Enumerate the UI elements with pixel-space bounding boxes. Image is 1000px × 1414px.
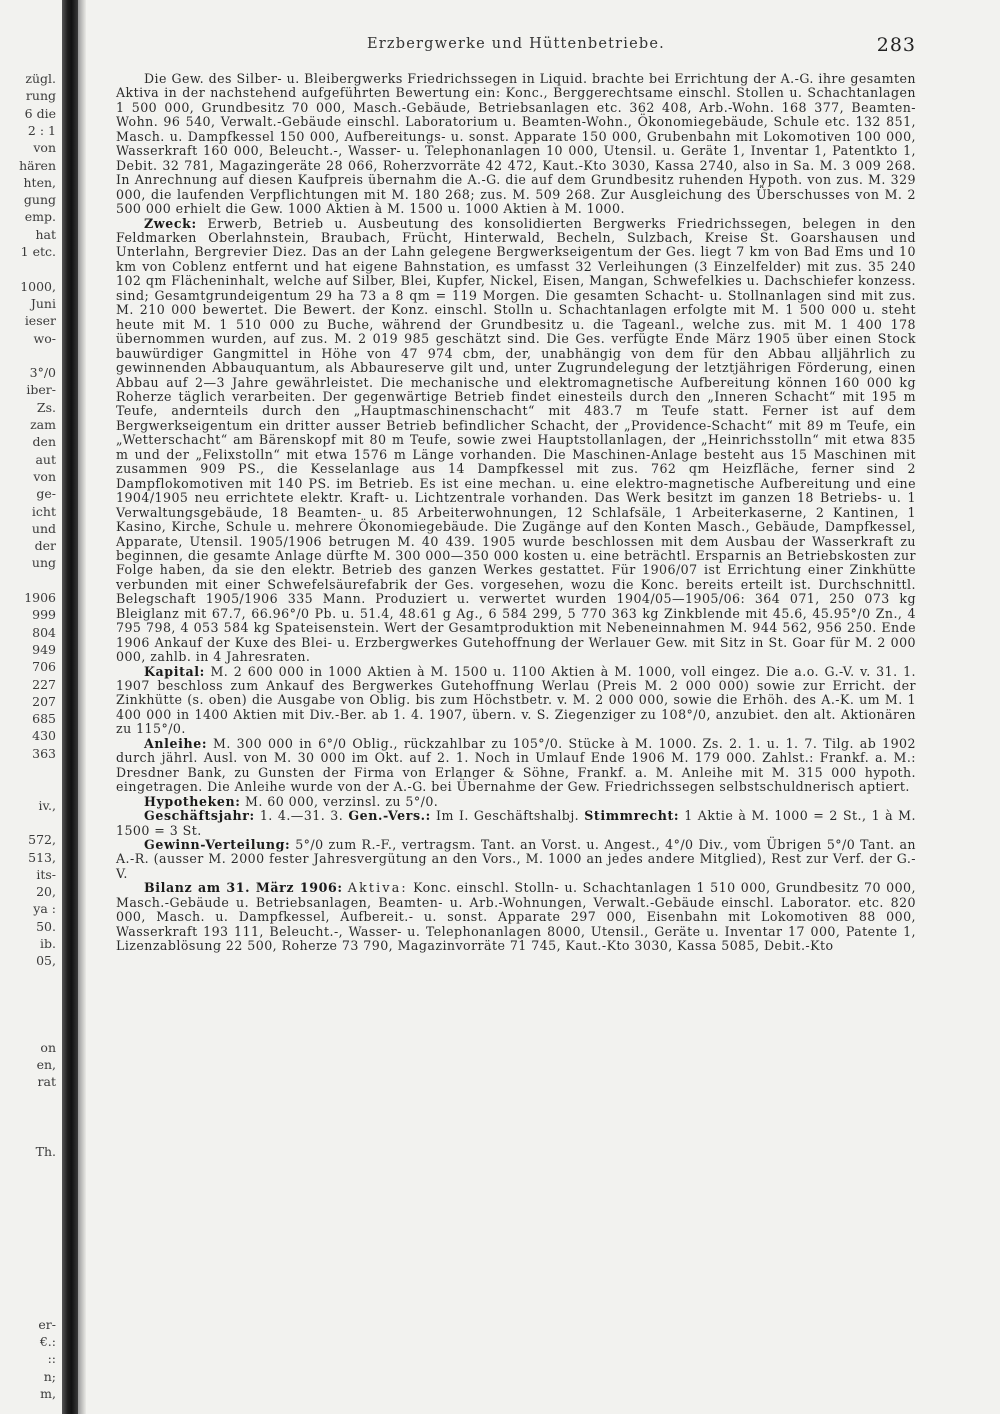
previous-page-line: 1000, [20, 278, 56, 294]
previous-page-line: er- [38, 1316, 56, 1332]
previous-page-line: 3°/0 [29, 365, 56, 381]
paragraph-geschaeftsjahr [116, 809, 916, 838]
paragraph-text: Konc. einschl. Stolln- u. Schachtanlagen 1 510 000, Grundbesitz 70 000, Masch.-Gebäude u. Betriebsanlagen, Beamten- u. Arb.-Wohnungen, Verwalt.-Gebäude einschl. Laborator. etc. 820 000, Masch. u. Dampfkessel, Aufbereit.- u. sonst. Apparate 297 000, Eisenbahn mit Lokomotiven 88 000, Wasserkraft 193 111, Beleucht.-, Wasser- u. Telephonanlagen 8000, Utensil., Geräte u. Inventar 17 000, Patente 1, Lizenzablösung 22 500, Roherze 73 790, Magazinvorräte 71 745, Kaut.-Kto 3030, Kassa 5085, Debit.-Kto [116, 880, 916, 954]
running-head [116, 34, 916, 58]
book-page [116, 0, 916, 1414]
previous-page-line: 227 [32, 676, 56, 692]
paragraph-kapital [116, 665, 916, 737]
previous-page-line: zügl. [25, 71, 56, 86]
previous-page-fragment [0, 71, 60, 1401]
paragraph-text: 1. 4.—31. 3. [259, 808, 349, 824]
paragraph-zweck [116, 217, 916, 665]
page-body [116, 72, 916, 954]
paragraph-text: Die Gew. des Silber- u. Bleibergwerks Friedrichssegen in Liquid. brachte bei Errichtung der A.-G. ihre gesamten Aktiva in der nachstehend aufgeführten Bewertung ein: Konc., Berggerechtsame einschl. Stollen u. Schachtanlagen 1 500 000, Grundbesitz 70 000, Masch.-Gebäude, Betriebsanlagen etc. 362 408, Arb.-Wohn. 168 377, Beamten-Wohn. 96 540, Verwalt.-Gebäude einschl. Laboratorium u. Beamten-Wohn., Ökonomiegebäude, Schule etc. 132 851, Masch. u. Dampfkessel 150 000, Aufbereitungs- u. sonst. Apparate 150 000, Grubenbahn mit Lokomotiven 100 000, Wasserkraft 160 000, Beleucht.-, Wasser- u. Telephonanlagen 10 000, Utensil. u. Geräte 1, Inventar 1, Patentkto 1, Debit. 32 781, Magazingeräte 28 066, Roherzvorräte 42 472, Kaut.-Kto 3030, Kassa 2740, also in Sa. M. 3 009 268. In Anrechnung auf diesen Kaufpreis übernahm die A.-G. die auf dem Grundbesitz ruhenden Hypoth. von zus. M. 329 000, die laufenden Verpflichtungen mit M. 180 268; zus. M. 509 268. Zur Ausgleichung des Überschusses von M. 2 500 000 erhielt die Gew. 1000 Aktien à M. 1500 u. 1000 Aktien à M. 1000. [116, 71, 916, 217]
section-label: Bilanz am 31. März 1906: [144, 880, 343, 896]
page-number: 283 [876, 34, 916, 56]
previous-page-line: 949 [32, 641, 56, 657]
section-label: Hypotheken: [144, 793, 241, 809]
section-label: Anleihe: [144, 735, 208, 751]
previous-page-line: von [33, 468, 56, 484]
previous-page-line: icht [31, 503, 56, 519]
section-label: Zweck: [144, 215, 197, 231]
previous-page-line: 999 [32, 607, 56, 623]
previous-page-line: m, [40, 1385, 56, 1401]
previous-page-line: emp. [24, 209, 56, 225]
paragraph-text: M. 300 000 in 6°/0 Oblig., rückzahlbar zu 105°/0. Stücke à M. 1000. Zs. 2. 1. u. 1. 7. Tilg. ab 1902 durch jährl. Ausl. von M. 30 000 im Okt. auf 2. 1. Noch in Umlauf Ende 1906 M. 179 000. Zahlst.: Frankf. a. M.: Dresdner Bank, zu Gunsten der Firma von Erlanger & Söhne, Frankf. a. M. Anleihe mit M. 315 000 hypoth. eingetragen. Die Anleihe wurde von der A.-G. bei Übernahme der Gew. Friedrichssegen selbstschuldnerisch aptiert. [116, 735, 916, 795]
previous-page-line: 6 die [24, 105, 56, 121]
paragraph-text: Erwerb, Betrieb u. Ausbeutung des konsolidierten Bergwerks Friedrichssegen, belegen in den Feldmarken Oberlahnstein, Braubach, Frücht, Hinterwald, Becheln, Sulzbach, Kreise St. Goarshausen und Unterlahn, Bergrevier Diez. Das an der Lahn gelegene Bergwerkseigentum der Ges. liegt 7 km von Bad Ems und 10 km von Coblenz entfernt und hat eigene Bahnstation, es umfasst 32 Verleihungen (3 Einzelfelder) mit zus. 35 240 102 qm Flächeninhalt, welche auf Silber, Blei, Kupfer, Nickel, Eisen, Mangan, Schwefelkies u. Dachschiefer konzess. sind; Gesamtgrundeigentum 29 ha 73 a 8 qm = 119 Morgen. Die gesamten Schacht- u. Stollnanlagen sind mit zus. M. 210 000 bewertet. Die Bewert. der Konz. einschl. Stolln u. Schachtanlagen erfolgte mit M. 1 500 000 u. steht heute mit M. 1 510 000 zu Buche, während der Grundbesitz u. die Tageanl., welche zus. mit M. 1 400 178 übernommen wurden, auf zus. M. 2 019 985 geschätzt sind. Die Ges. verfügte Ende März 1905 über einen Stock bauwürdiger Gangmittel in Höhe von 47 974 cbm, der, unabhängig von dem für den Abbau alljährlich zu gewinnenden Abbauquantum, als Abbaureserve gilt und, unter Zugrundelegung der letztjährigen Förderung, einen Abbau auf 2—3 Jahre gewährleistet. Die mechanische und elektromagnetische Aufbereitung können 160 000 kg Roherze täglich verarbeiten. Der gegenwärtige Betrieb findet einesteils durch den „Inneren Schacht“ mit 195 m Teufe, andernteils durch den „Hauptmaschinenschacht“ mit 483.7 m Teufe statt. Ferner ist auf dem Bergwerkseigentum ein dritter ausser Betrieb befindlicher Schacht, der „Providence-Schacht“ mit 89 m Teufe, ein „Wetterschacht“ am Bärenskopf mit 80 m Teufe, sowie zwei Hauptstollanlagen, der „Heinrichsstolln“ mit etwa 835 m und der „Felixstolln“ mit etwa 1576 m Länge vorhanden. Die Maschinen-Anlage besteht aus 15 Maschinen mit zusammen 909 PS., die Kesselanlage aus 14 Dampfkessel mit zus. 762 qm Heizfläche, ferner sind 2 Dampflokomotiven mit 140 PS. im Betrieb. Es ist eine mechan. u. eine elektro-magnetische Aufbereitung und eine 1904/1905 neu errichtete elektr. Kraft- u. Lichtzentrale vorhanden. Das Werk besitzt im ganzen 18 Betriebs- u. 1 Verwaltungsgebäude, 18 Beamten- u. 85 Arbeiterwohnungen, 12 Schlafsäle, 1 Arbeiterkaserne, 2 Kantinen, 1 Kasino, Kirche, Schule u. mehrere Ökonomiegebäude. Die Zugänge auf den Konten Masch., Gebäude, Dampfkessel, Apparate, Utensil. 1905/1906 betrugen M. 40 439. 1905 wurde beschlossen mit dem Ausbau der Wasserkraft zu beginnen, die gesamte Anlage dürfte M. 300 000—350 000 kosten u. eine beträchtl. Ersparnis an Betriebskosten zur Folge haben, da sie den elektr. Betrieb des ganzen Werkes gestattet. Für 1906/07 ist Errichtung einer Zinkhütte verbunden mit einer Schwefelsäurefabrik der Ges. vorgesehen, wozu die Konc. bereits erteilt ist. Durchschnittl. Belegschaft 1905/1906 335 Mann. Produziert u. verwertet wurden 1904/05—1905/06: 364 071, 250 073 kg Bleiglanz mit 67.7, 66.96°/0 Pb. u. 51.4, 48.61 g Ag., 6 584 299, 5 770 363 kg Zinkblende mit 45.6, 45.95°/0 Zn., 4 795 798, 4 053 584 kg Spateisenstein. Wert der Gesamtproduktion mit Nebeneinnahmen M. 944 562, 956 250. Ende 1906 Ankauf der Kuxe des Blei- u. Erzbergwerkes Gutehoffnung der Werlauer Gew. mit Sitz in St. Goar für M. 2 000 000, zahlb. in 4 Jahresraten. [116, 215, 916, 665]
running-head-title: Erzbergwerke und Hüttenbetriebe. [367, 36, 665, 52]
section-label: Kapital: [144, 663, 205, 679]
previous-page-line: :: [47, 1351, 56, 1367]
previous-page-line: rung [25, 88, 56, 104]
previous-page-line: n; [43, 1368, 56, 1384]
paragraph-text: M. 60 000, verzinsl. zu 5°/0. [245, 793, 439, 809]
paragraph-anleihe [116, 737, 916, 795]
paragraph-text: M. 2 600 000 in 1000 Aktien à M. 1500 u. 1100 Aktien à M. 1000, voll eingez. Die a.o. G.-V. v. 31. 1. 1907 beschloss zum Ankauf des Bergwerkes Gutehoffnung Werlau (Preis M. 2 000 000) sowie zur Erricht. der Zinkhütte (s. oben) die Ausgabe von Oblig. bis zum Höchstbetr. v. M. 2 000 000, sowie die Erhöh. des A.-K. um M. 1 400 000 in 1400 Aktien mit Div.-Ber. ab 1. 4. 1907, übern. v. S. Ziegenziger zu 108°/0, anzubiet. den alt. Aktionären zu 115°/0. [116, 663, 916, 737]
previous-page-line: gung [23, 192, 56, 208]
previous-page-line: ge- [36, 486, 56, 502]
previous-page-line: hat [35, 226, 56, 242]
previous-page-line: ieser [24, 313, 56, 329]
previous-page-line: iber- [26, 382, 56, 398]
previous-page-line: von [33, 140, 56, 156]
previous-page-line: 1 etc. [20, 244, 56, 259]
page-gutter [62, 0, 78, 1414]
previous-page-line: der [34, 538, 56, 554]
previous-page-line: rat [37, 1074, 56, 1090]
previous-page-line: hären [19, 157, 56, 173]
paragraph-text: 5°/0 zum R.-F., vertragsm. Tant. an Vorst. u. Angest., 4°/0 Div., vom Übrigen 5°/0 Tant. an A.-R. (ausser M. 2000 fester Jahresvergütung an den Vors., M. 1000 an jedes andere Mitglied), Rest zur Verf. der G.-V. [116, 837, 916, 881]
previous-page-line: 50. [36, 918, 56, 934]
previous-page-line: und [31, 520, 56, 536]
section-label: Geschäftsjahr: [144, 808, 255, 824]
previous-page-line: 430 [32, 728, 56, 744]
paragraph-text: Im I. Geschäftshalbj. [436, 808, 585, 824]
page-gutter-edge [78, 0, 86, 1414]
previous-page-line: 513, [28, 849, 56, 865]
previous-page-line: 20, [36, 884, 56, 900]
previous-page-line: 572, [28, 832, 56, 848]
previous-page-line: Th. [35, 1143, 56, 1159]
previous-page-line: iv., [38, 797, 56, 813]
previous-page-line: 05, [36, 953, 56, 969]
paragraph-hypotheken [116, 795, 916, 809]
previous-page-line: Zs. [36, 399, 56, 415]
previous-page-line: 804 [32, 624, 56, 640]
previous-page-line: 685 [32, 711, 56, 727]
section-label: Gen.-Vers.: [348, 808, 431, 824]
previous-page-line: on [40, 1039, 56, 1055]
previous-page-line: 2 : 1 [27, 122, 56, 138]
previous-page-line: 706 [32, 659, 56, 675]
previous-page-line: wo- [33, 330, 56, 346]
previous-page-line: 207 [32, 693, 56, 709]
previous-page-line: ib. [40, 936, 56, 951]
previous-page-line: its- [36, 866, 56, 882]
paragraph-text: 1 Aktie à M. 1000 = 2 St., 1 à M. 1500 = 3 St. [116, 808, 916, 838]
previous-page-line: 1906 [24, 590, 56, 605]
paragraph-bilanz [116, 881, 916, 953]
previous-page-line: den [32, 434, 56, 450]
previous-page-line: 363 [32, 745, 56, 761]
paragraph-gewinn [116, 838, 916, 881]
section-label: Gewinn-Verteilung: [144, 837, 291, 853]
previous-page-line: zam [30, 417, 56, 432]
previous-page-line: en, [36, 1057, 56, 1073]
previous-page-line: €.: [39, 1333, 56, 1349]
section-label: Stimmrecht: [584, 808, 680, 824]
previous-page-line: aut [35, 451, 56, 467]
section-sublabel: Aktiva: [347, 880, 408, 896]
previous-page-line: ya : [33, 901, 56, 917]
previous-page-line: Juni [30, 295, 56, 311]
previous-page-line: ung [31, 555, 56, 571]
paragraph-intro [116, 72, 916, 217]
previous-page-line: hten, [23, 174, 56, 190]
